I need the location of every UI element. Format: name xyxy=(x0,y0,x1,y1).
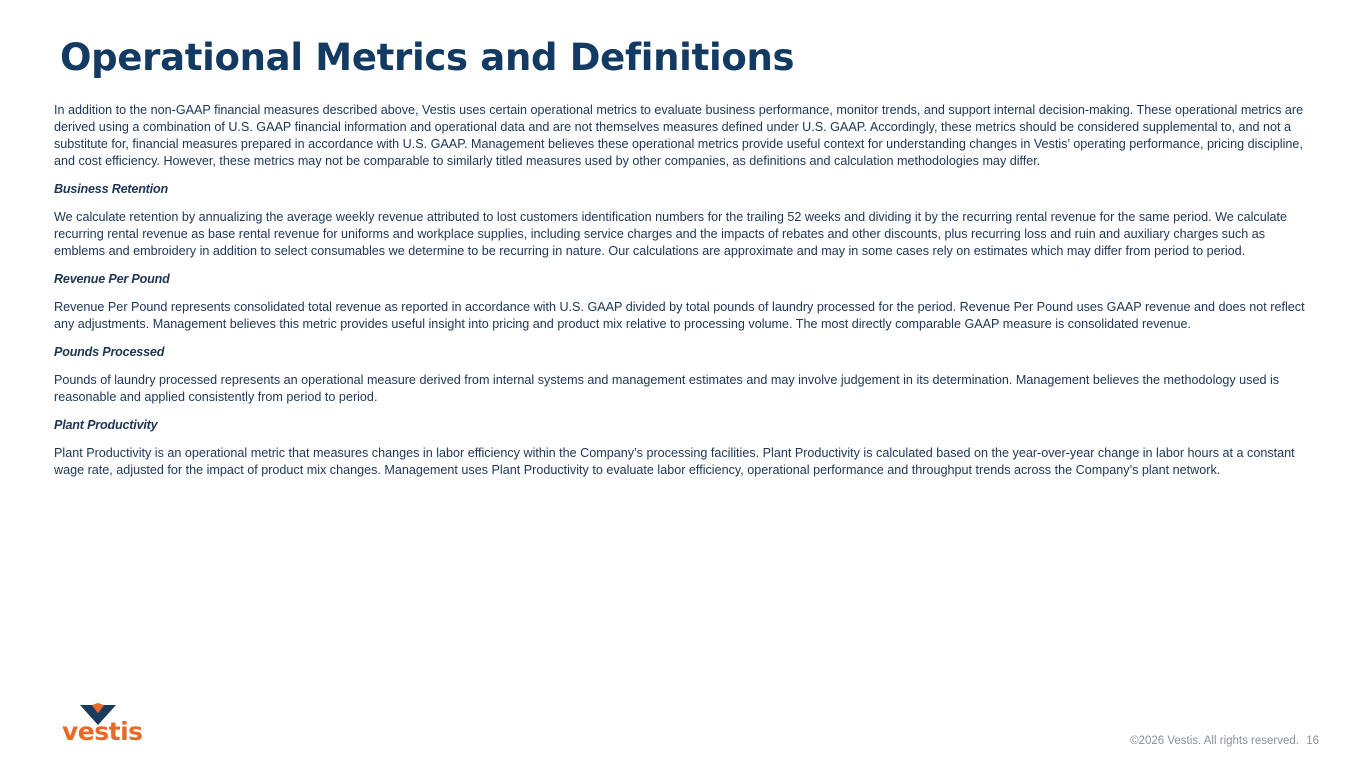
section-body-plant-productivity: Plant Productivity is an operational metric that measures changes in labor efficiency within the Company’s processing facilities. Plant Productivity is calculated based on the year-over-year change in labor hours at a constant wage rate, adjusted for the impact of product mix changes. Management uses Plant Productivity to evaluate labor efficiency, operational performance and throughput trends across the Company’s plant network. xyxy=(54,446,1295,477)
section-heading-plant-productivity: Plant Productivity xyxy=(54,418,158,432)
section-body-business-retention: We calculate retention by annualizing the average weekly revenue attributed to lost customers identification numbers for the trailing 52 weeks and dividing it by the recurring rental revenue for the same period. We calculate recurring rental revenue as base rental revenue for uniforms and workplace supplies, including service charges and the impacts of rebates and other discounts, plus recurring loss and ruin and auxiliary charges such as emblems and embroidery in addition to select consumables we determine to be recurring in nature. Our calculations are approximate and may in some cases rely on estimates which may differ from period to period. xyxy=(54,210,1288,258)
section-heading-business-retention: Business Retention xyxy=(54,182,168,196)
section-heading-pounds-processed: Pounds Processed xyxy=(54,345,165,359)
vestis-logo-wordmark: vestis xyxy=(62,717,143,746)
page-number: 16 xyxy=(1306,735,1319,747)
vestis-logo xyxy=(62,703,146,749)
copyright-notice: ©2026 Vestis. All rights reserved. xyxy=(1130,735,1299,747)
section-body-pounds-processed: Pounds of laundry processed represents an operational measure derived from internal systems and management estimates and may involve judgement in its determination. Management believes the methodology used is reasonable and applied consistently from period to period. xyxy=(54,373,1280,404)
section-body-revenue-per-pound: Revenue Per Pound represents consolidated total revenue as reported in accordance with U.S. GAAP divided by total pounds of laundry processed for the period. Revenue Per Pound uses GAAP revenue and does not reflect any adjustments. Management believes this metric provides useful insight into pricing and product mix relative to processing volume. The most directly comparable GAAP measure is consolidated revenue. xyxy=(54,300,1305,331)
page-title: Operational Metrics and Definitions xyxy=(60,36,795,79)
section-heading-revenue-per-pound: Revenue Per Pound xyxy=(54,272,170,286)
intro-paragraph: In addition to the non-GAAP financial measures described above, Vestis uses certain operational metrics to evaluate business performance, monitor trends, and support internal decision-making. These operational metrics are derived using a combination of U.S. GAAP financial information and operational data and are not themselves measures defined under U.S. GAAP. Accordingly, these metrics should be considered supplemental to, and not a substitute for, financial measures prepared in accordance with U.S. GAAP. Management believes these operational metrics provide useful context for understanding changes in Vestis’ operating performance, pricing discipline, and cost efficiency. However, these metrics may not be comparable to similarly titled measures used by other companies, as definitions and calculation methodologies may differ. xyxy=(54,103,1304,168)
definitions-content xyxy=(54,102,1312,490)
